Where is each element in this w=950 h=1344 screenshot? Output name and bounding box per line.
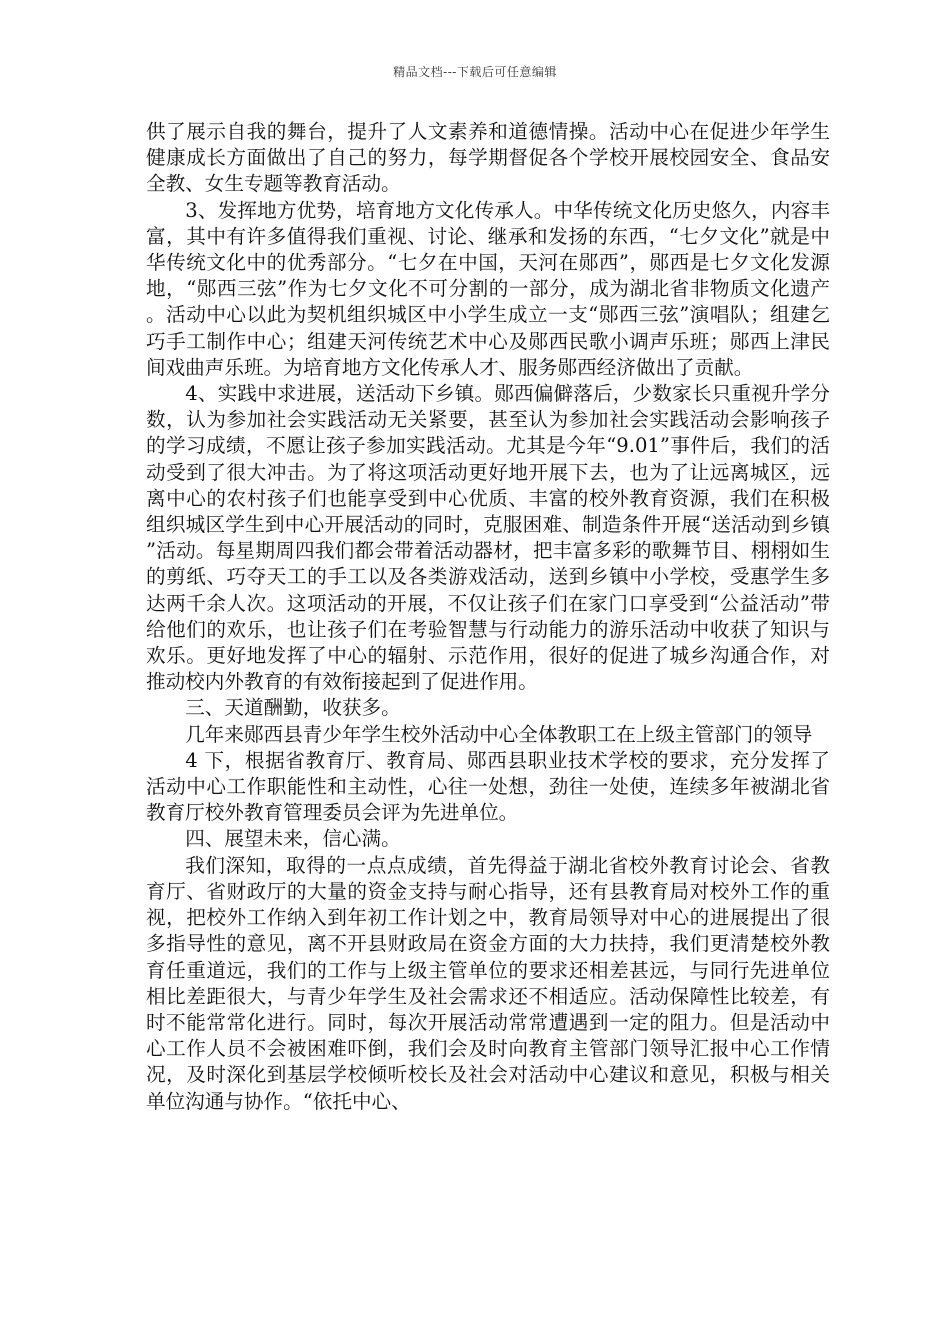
- section-heading-achievements: 三、天道酬勤，收获多。: [185, 696, 401, 720]
- page-header: 精品文档---下载后可任意编辑: [393, 65, 557, 79]
- paragraph-awards: 4 下，根据省教育厅、教育局、郧西县职业技术学校的要求，充分发挥了活动中心工作职能性和主动性，心往一处想，劲往一处使，连续多年被湖北省教育厅校外教育管理委员会评为先进单位。: [146, 748, 830, 825]
- paragraph-outlook: 我们深知，取得的一点点成绩，首先得益于湖北省校外教育讨论会、省教育厅、省财政厅的大量的资金支持与耐心指导，还有县教育局对校外工作的重视，把校外工作纳入到年初工作计划之中，教育局领导对中心的进展提出了很多指导性的意见，离不开县财政局在资金方面的大力扶持，我们更清楚校外教育任重道远，我们的工作与上级主管单位的要求还相差甚远，与同行先进单位相比差距很大，与青少年学生及社会需求还不相适应。活动保障性比较差，有时不能常常化进行。同时，每次开展活动常常遭遇到一定的阻力。但是活动中心工作人员不会被困难吓倒，我们会及时向教育主管部门领导汇报中心工作情况，及时深化到基层学校倾听校长及社会对活动中心建议和意见，积极与相关单位沟通与协作。“依托中心、: [146, 853, 830, 1113]
- paragraph-rural-activities: 4、实践中求进展，送活动下乡镇。郧西偏僻落后，少数家长只重视升学分数，认为参加社会实践活动无关紧要，甚至认为参加社会实践活动会影响孩子的学习成绩，不愿让孩子参加实践活动。尤其是今年“9.01”事件后，我们的活动受到了很大冲击。为了将这项活动更好地开展下去，也为了让远离城区，远离中心的农村孩子们也能享受到中心优质、丰富的校外教育资源，我们在积极组织城区学生到中心开展活动的同时，克服困难、制造条件开展“送活动到乡镇”活动。每星期周四我们都会带着活动器材，把丰富多彩的歌舞节目、栩栩如生的剪纸、巧夺天工的手工以及各类游戏活动，送到乡镇中小学校，受惠学生多达两千余人次。这项活动的开展，不仅让孩子们在家门口享受到“公益活动”带给他们的欢乐，也让孩子们在考验智慧与行动能力的游乐活动中收获了知识与欢乐。更好地发挥了中心的辐射、示范作用，很好的促进了城乡沟通合作，对推动校内外教育的有效衔接起到了促进作用。: [146, 382, 830, 694]
- paragraph-leadership: 几年来郧西县青少年学生校外活动中心全体教职工在上级主管部门的领导: [185, 722, 813, 746]
- document-body: [146, 119, 830, 1115]
- section-heading-outlook: 四、展望未来，信心满。: [185, 827, 401, 851]
- paragraph-intro-continuation: 供了展示自我的舞台，提升了人文素养和道德情操。活动中心在促进少年学生健康成长方面做出了自己的努力，每学期督促各个学校开展校园安全、食品安全教、女生专题等教育活动。: [146, 120, 830, 196]
- paragraph-local-culture: 3、发挥地方优势，培育地方文化传承人。中华传统文化历史悠久，内容丰富，其中有许多值得我们重视、讨论、继承和发扬的东西，“七夕文化”就是中华传统文化中的优秀部分。“七夕在中国，天河在郧西”，郧西是七夕文化发源地，“郧西三弦”作为七夕文化不可分割的一部分，成为湖北省非物质文化遗产。活动中心以此为契机组织城区中小学生成立一支“郧西三弦”演唱队；组建乞巧手工制作中心；组建天河传统艺术中心及郧西民歌小调声乐班；郧西上津民间戏曲声乐班。为培育地方文化传承人才、服务郧西经济做出了贡献。: [146, 198, 830, 379]
